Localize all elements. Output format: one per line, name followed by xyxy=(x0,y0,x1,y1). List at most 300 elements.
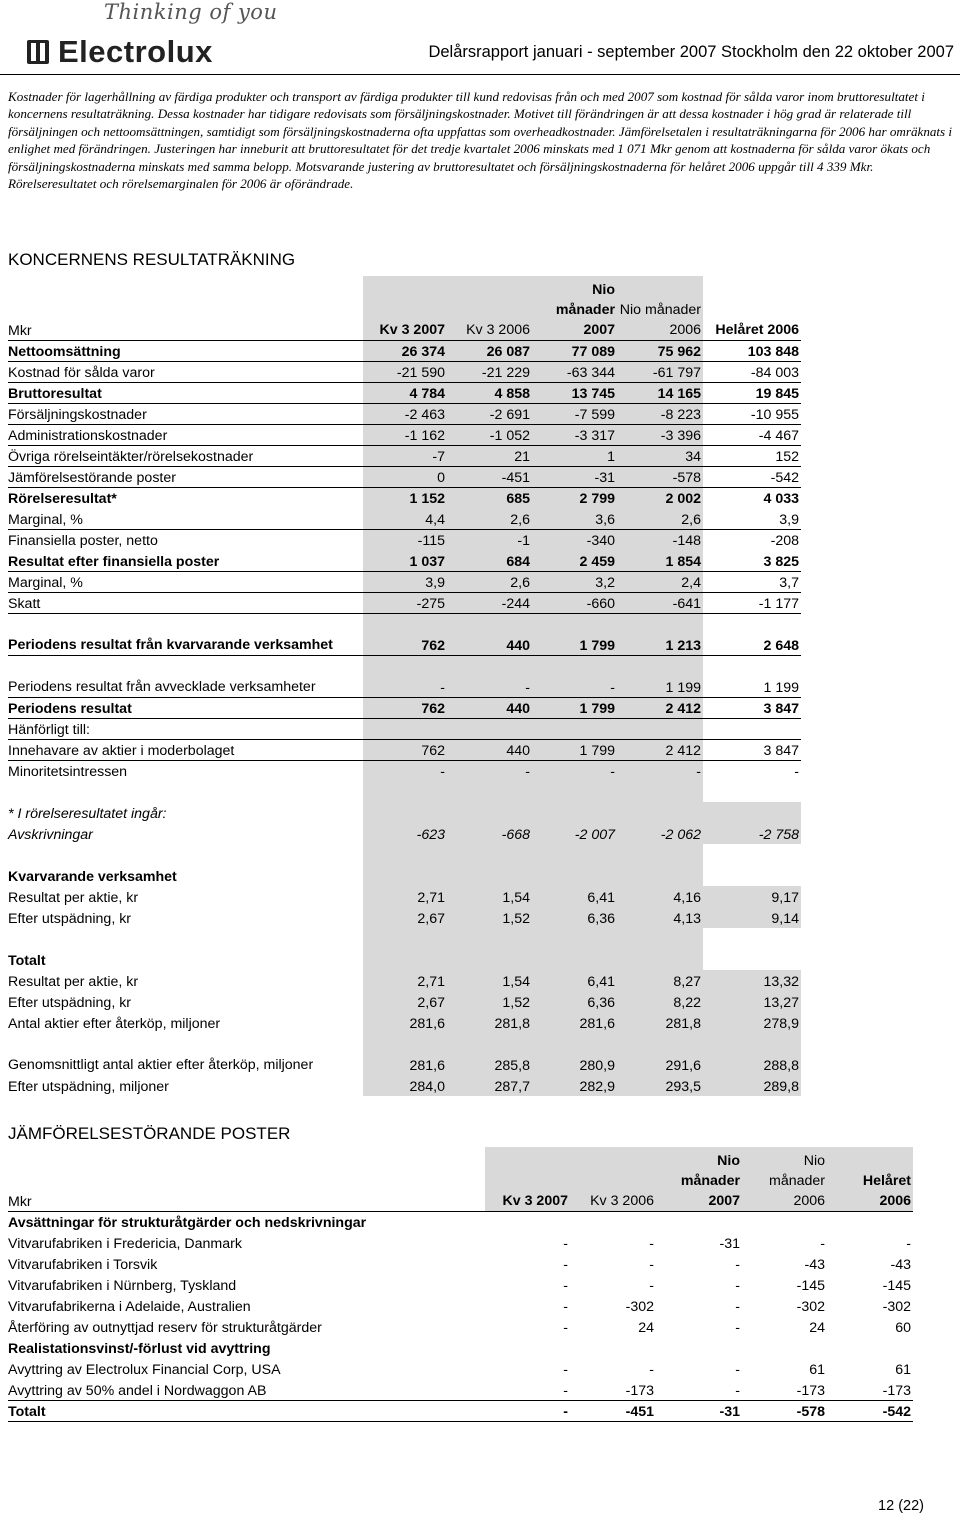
row-value: -2 007 xyxy=(532,823,617,844)
empty-cell xyxy=(485,1337,570,1358)
row-value: - xyxy=(563,1299,568,1315)
table-row xyxy=(8,1295,913,1316)
row-value: -173 xyxy=(882,1382,911,1399)
row-value: 6,36 xyxy=(532,991,617,1012)
table-row xyxy=(8,1075,801,1096)
table-total-row xyxy=(8,1400,913,1421)
row-value: 75 962 xyxy=(617,340,703,361)
row-value: -302 xyxy=(882,1299,911,1315)
total-value: -31 xyxy=(656,1400,742,1421)
empty-cell xyxy=(447,865,532,886)
row-value: 1 xyxy=(532,445,617,466)
row-label: Efter utspädning, kr xyxy=(8,911,132,927)
row-value: 1 037 xyxy=(363,550,447,571)
empty-cell xyxy=(532,802,617,823)
table-header-row xyxy=(8,1147,913,1211)
table-row xyxy=(8,403,801,424)
row-value: 1 213 xyxy=(617,613,703,655)
row-value: 21 xyxy=(447,445,532,466)
empty-cell xyxy=(703,865,801,886)
row-value: 281,6 xyxy=(363,1012,447,1033)
empty-cell xyxy=(447,949,532,970)
report-title: Delårsrapport januari - september 2007 Stockholm den 22 oktober 2007 xyxy=(428,43,954,61)
row-label: Marginal, % xyxy=(8,511,83,528)
row-label: Avyttring av Electrolux Financial Corp, USA xyxy=(8,1362,281,1378)
row-value: 4 784 xyxy=(363,382,447,403)
row-label: Efter utspädning, miljoner xyxy=(8,1079,169,1095)
row-value: -173 xyxy=(625,1382,654,1399)
row-value: -623 xyxy=(363,823,447,844)
row-value xyxy=(447,718,532,739)
row-value: 60 xyxy=(895,1320,911,1336)
section-label: Totalt xyxy=(8,953,46,969)
empty-cell xyxy=(617,865,703,886)
table-row xyxy=(8,613,801,655)
table-row xyxy=(8,382,801,403)
row-value: -7 xyxy=(363,445,447,466)
row-label: Marginal, % xyxy=(8,571,363,592)
row-value xyxy=(703,718,801,739)
table-row xyxy=(8,550,801,571)
section-label: Avsättningar för strukturåtgärder och nedskrivningar xyxy=(8,1215,367,1231)
row-value: - xyxy=(447,655,532,697)
spacer-cell xyxy=(532,844,617,865)
row-value: 2 412 xyxy=(617,739,703,760)
table-row xyxy=(8,466,801,487)
row-value: -668 xyxy=(447,823,532,844)
row-value: 8,27 xyxy=(617,970,703,991)
row-value: 1 152 xyxy=(363,487,447,508)
row-value: 14 165 xyxy=(617,382,703,403)
row-value: 1,54 xyxy=(447,970,532,991)
empty-cell xyxy=(656,1211,742,1232)
spacer-cell xyxy=(703,844,801,865)
row-label: Vitvarufabriken i Fredericia, Danmark xyxy=(8,1236,242,1252)
row-value: -43 xyxy=(890,1257,911,1273)
table-row xyxy=(8,529,801,550)
row-label: Minoritetsintressen xyxy=(8,760,363,781)
table-row xyxy=(8,907,801,928)
empty-cell xyxy=(532,865,617,886)
row-value: 284,0 xyxy=(363,1075,447,1096)
row-value: 4,13 xyxy=(617,907,703,928)
row-value: 77 089 xyxy=(532,340,617,361)
table-row xyxy=(8,571,801,592)
row-value: - xyxy=(906,1236,911,1252)
table-row xyxy=(8,739,801,760)
spacer-cell xyxy=(363,781,447,802)
total-value: - xyxy=(485,1400,570,1421)
footnote-row xyxy=(8,802,801,823)
spacer-row xyxy=(8,928,801,949)
row-value: 2,71 xyxy=(363,970,447,991)
row-value: 684 xyxy=(447,550,532,571)
row-value: 440 xyxy=(447,739,532,760)
total-label: Totalt xyxy=(8,1400,485,1421)
row-label: Skatt xyxy=(8,592,363,613)
row-value: 34 xyxy=(617,445,703,466)
spacer-cell xyxy=(447,928,532,949)
row-value: 1 199 xyxy=(703,655,801,697)
row-value: - xyxy=(363,760,447,781)
empty-cell xyxy=(617,802,703,823)
row-value: -1 177 xyxy=(703,592,801,613)
row-label: Efter utspädning, kr xyxy=(8,995,132,1011)
row-value: - xyxy=(735,1278,740,1294)
empty-cell xyxy=(703,949,801,970)
row-label: Avskrivningar xyxy=(8,827,93,843)
row-value: 3 847 xyxy=(703,739,801,760)
row-label: Jämförelsestörande poster xyxy=(8,466,363,487)
row-label: Vitvarufabriken i Nürnberg, Tyskland xyxy=(8,1278,237,1294)
table-row xyxy=(8,340,801,361)
row-value: 440 xyxy=(447,613,532,655)
row-value: -10 955 xyxy=(703,403,801,424)
empty-cell xyxy=(532,949,617,970)
row-value: 3,6 xyxy=(532,508,617,529)
row-value: 293,5 xyxy=(617,1075,703,1096)
empty-cell xyxy=(617,949,703,970)
table-row xyxy=(8,592,801,613)
row-value: -302 xyxy=(625,1299,654,1315)
column-header: Nio månader 2006 xyxy=(617,276,703,340)
column-header: Kv 3 2007 xyxy=(485,1147,570,1211)
row-value: 1 854 xyxy=(617,550,703,571)
row-value: 13,27 xyxy=(703,991,801,1012)
row-value: 288,8 xyxy=(703,1033,801,1075)
empty-cell xyxy=(363,802,447,823)
row-value: 6,41 xyxy=(532,970,617,991)
row-label: Administrationskostnader xyxy=(8,424,363,445)
row-value: 26 374 xyxy=(363,340,447,361)
empty-cell xyxy=(827,1337,913,1358)
row-value: 1,52 xyxy=(447,991,532,1012)
row-value: 289,8 xyxy=(703,1075,801,1096)
row-label: Nettoomsättning xyxy=(8,343,121,360)
table-row xyxy=(8,760,801,781)
row-value: - xyxy=(649,1257,654,1273)
row-value: - xyxy=(649,1236,654,1252)
row-label: Övriga rörelseintäkter/rörelsekostnader xyxy=(8,445,363,466)
empty-cell xyxy=(656,1337,742,1358)
row-label: Rörelseresultat* xyxy=(8,487,363,508)
comparison-items-title: JÄMFÖRELSESTÖRANDE POSTER xyxy=(8,1124,291,1143)
row-label: Resultat efter finansiella poster xyxy=(8,553,220,570)
row-value: -2 463 xyxy=(363,403,447,424)
spacer-cell xyxy=(703,781,801,802)
row-value: 278,9 xyxy=(703,1012,801,1033)
intro-paragraph: Kostnader för lagerhållning av färdiga produkter och transport av färdiga produkter till kund redovisas från och med 2007 som kostnad för sålda varor inom bruttoresultatet i koncernens resultaträkning. Dessa kostnader har tidigare redovisats som försäljningskostnader. Motivet till förändringen är att dessa kostnader i hög grad är relaterade till försäljningen och nettoomsättningen, samtidigt som försäljningskostnaderna ofta uppfattas som overheadkostnader. Jämförelsetalen i resultaträkningarna för 2006 har omräknats i enlighet med förändringen. Justeringen har inneburit att bruttoresultatet för det tredje kvartalet 2006 minskats med 1 071 Mkr genom att kostnaderna för sålda varor ökats och försäljningskostnaderna minskats med samma belopp. Motsvarande justering av bruttoresultatet och försäljningskostnaderna för helåret 2006 uppgår till 4 339 Mkr. Rörelseresultatet och rörelsemarginalen för 2006 är oförändrade. xyxy=(8,89,953,192)
row-value: -148 xyxy=(617,529,703,550)
row-value: -8 223 xyxy=(617,403,703,424)
row-value: 281,8 xyxy=(617,1012,703,1033)
row-value: 2,67 xyxy=(363,907,447,928)
row-value: 1 799 xyxy=(532,739,617,760)
row-value: -145 xyxy=(796,1278,825,1294)
row-value: -578 xyxy=(617,466,703,487)
header-divider xyxy=(0,74,960,75)
row-value: - xyxy=(735,1382,740,1399)
row-value: 13,32 xyxy=(703,970,801,991)
row-value: -542 xyxy=(703,466,801,487)
row-label: Innehavare av aktier i moderbolaget xyxy=(8,739,363,760)
column-header: Helåret 2006 xyxy=(827,1147,913,1211)
spacer-cell xyxy=(532,928,617,949)
table-row xyxy=(8,886,801,907)
row-value xyxy=(617,718,703,739)
row-label: Kostnad för sålda varor xyxy=(8,361,363,382)
column-header-unit: Mkr xyxy=(8,1147,485,1211)
row-value: 19 845 xyxy=(703,382,801,403)
row-value: 281,8 xyxy=(447,1012,532,1033)
row-value: 2,71 xyxy=(363,886,447,907)
row-value: 152 xyxy=(703,445,801,466)
row-label: Finansiella poster, netto xyxy=(8,529,363,550)
row-value: - xyxy=(735,1257,740,1273)
row-label: Periodens resultat från avvecklade verksamheter xyxy=(8,655,363,697)
row-value: -244 xyxy=(447,592,532,613)
row-value: 24 xyxy=(809,1320,825,1336)
row-label: Periodens resultat xyxy=(8,697,363,718)
row-value: -3 317 xyxy=(532,424,617,445)
table-row xyxy=(8,718,801,739)
row-label: Antal aktier efter återköp, miljoner xyxy=(8,1016,221,1032)
row-value: - xyxy=(563,1382,568,1399)
table-row xyxy=(8,1316,913,1337)
section-row xyxy=(8,1211,913,1232)
row-value: -275 xyxy=(363,592,447,613)
row-value: 8,22 xyxy=(617,991,703,1012)
table-row xyxy=(8,991,801,1012)
income-statement-title: KONCERNENS RESULTATRÄKNING xyxy=(8,250,296,269)
total-value: -451 xyxy=(570,1400,656,1421)
row-value: -1 162 xyxy=(363,424,447,445)
row-value: - xyxy=(703,760,801,781)
row-value: 685 xyxy=(447,487,532,508)
row-value: 4,16 xyxy=(617,886,703,907)
row-value: -340 xyxy=(532,529,617,550)
row-value: - xyxy=(447,760,532,781)
row-value: -84 003 xyxy=(703,361,801,382)
row-value: -451 xyxy=(447,466,532,487)
table-row xyxy=(8,1358,913,1379)
empty-cell xyxy=(570,1211,656,1232)
row-value: -31 xyxy=(719,1236,740,1252)
spacer-cell xyxy=(617,928,703,949)
row-value: 26 087 xyxy=(447,340,532,361)
empty-cell xyxy=(703,802,801,823)
row-value xyxy=(363,718,447,739)
row-value: 2 412 xyxy=(617,697,703,718)
spacer-cell xyxy=(532,781,617,802)
spacer-cell xyxy=(703,928,801,949)
row-label: Resultat per aktie, kr xyxy=(8,890,139,906)
table-header-row xyxy=(8,276,801,340)
row-value: 9,17 xyxy=(703,886,801,907)
section-label: Kvarvarande verksamhet xyxy=(8,869,177,885)
row-value: 2 002 xyxy=(617,487,703,508)
row-value: - xyxy=(563,1278,568,1294)
row-value: 2,6 xyxy=(447,571,532,592)
row-value: 762 xyxy=(363,739,447,760)
row-value: 1,52 xyxy=(447,907,532,928)
spacer-cell xyxy=(447,844,532,865)
row-value: - xyxy=(563,1320,568,1336)
column-header: Nio månader 2006 xyxy=(742,1147,827,1211)
row-value: -2 062 xyxy=(617,823,703,844)
table-row xyxy=(8,655,801,697)
empty-cell xyxy=(485,1211,570,1232)
row-value: 3,9 xyxy=(363,571,447,592)
table-row xyxy=(8,424,801,445)
row-value: -660 xyxy=(532,592,617,613)
table-row xyxy=(8,1379,913,1400)
row-value: - xyxy=(735,1299,740,1315)
row-value: - xyxy=(532,655,617,697)
column-header-unit: Mkr xyxy=(8,276,363,340)
spacer-cell xyxy=(363,928,447,949)
row-value: 1 799 xyxy=(532,697,617,718)
footnote-label: * I rörelseresultatet ingår: xyxy=(8,806,167,822)
empty-cell xyxy=(363,949,447,970)
row-value: -61 797 xyxy=(617,361,703,382)
row-label: Genomsnittligt antal aktier efter återköp, miljoner xyxy=(8,1057,314,1073)
row-value: 280,9 xyxy=(532,1033,617,1075)
row-value: 281,6 xyxy=(363,1033,447,1075)
row-value: - xyxy=(563,1257,568,1273)
table-row xyxy=(8,361,801,382)
row-value: -1 xyxy=(447,529,532,550)
row-value: -641 xyxy=(617,592,703,613)
row-value: 1 799 xyxy=(532,613,617,655)
spacer-cell xyxy=(363,844,447,865)
empty-cell xyxy=(447,802,532,823)
row-value: - xyxy=(532,760,617,781)
section-row xyxy=(8,1337,913,1358)
row-value: -2 758 xyxy=(703,823,801,844)
table-row xyxy=(8,1232,913,1253)
row-value: 2,6 xyxy=(447,508,532,529)
table-row xyxy=(8,487,801,508)
row-value: -208 xyxy=(703,529,801,550)
row-label: Avyttring av 50% andel i Nordwaggon AB xyxy=(8,1382,267,1399)
row-label: Vitvarufabriken i Torsvik xyxy=(8,1257,158,1273)
row-value: 282,9 xyxy=(532,1075,617,1096)
spacer-cell xyxy=(617,844,703,865)
row-value: -21 590 xyxy=(363,361,447,382)
row-value: 2 799 xyxy=(532,487,617,508)
row-value: 61 xyxy=(895,1362,911,1378)
table-row xyxy=(8,1033,801,1075)
row-value: 285,8 xyxy=(447,1033,532,1075)
brand-logo: Electrolux xyxy=(58,34,213,69)
column-header: Nio månader 2007 xyxy=(532,276,617,340)
row-value: -4 467 xyxy=(703,424,801,445)
row-value: -145 xyxy=(882,1278,911,1294)
row-value: -1 052 xyxy=(447,424,532,445)
row-value: 4 858 xyxy=(447,382,532,403)
row-label: Försäljningskostnader xyxy=(8,403,363,424)
row-value: 3 847 xyxy=(703,697,801,718)
spacer-row xyxy=(8,844,801,865)
spacer-cell xyxy=(8,781,363,802)
table-row xyxy=(8,970,801,991)
row-value: - xyxy=(649,1278,654,1294)
total-value: -542 xyxy=(827,1400,913,1421)
row-value: - xyxy=(735,1320,740,1336)
row-value: -43 xyxy=(804,1257,825,1273)
row-label: Resultat per aktie, kr xyxy=(8,974,139,990)
section-row xyxy=(8,865,801,886)
row-value: 2,6 xyxy=(617,508,703,529)
comparison-items-table xyxy=(8,1147,913,1422)
row-value: 24 xyxy=(638,1320,654,1336)
table-row xyxy=(8,1012,801,1033)
brand-tagline: Thinking of you xyxy=(104,0,278,24)
row-value xyxy=(532,718,617,739)
row-value: 3,2 xyxy=(532,571,617,592)
row-label: Återföring av outnyttjad reserv för strukturåtgärder xyxy=(8,1320,322,1336)
section-row xyxy=(8,949,801,970)
row-value: - xyxy=(363,655,447,697)
row-value: 61 xyxy=(809,1362,825,1378)
electrolux-logo-icon xyxy=(27,40,49,64)
row-label: Vitvarufabrikerna i Adelaide, Australien xyxy=(8,1299,251,1315)
row-label: Hänförligt till: xyxy=(8,718,363,739)
row-value: 3 825 xyxy=(763,553,799,570)
total-value: -578 xyxy=(742,1400,827,1421)
column-header: Helåret 2006 xyxy=(703,276,801,340)
empty-cell xyxy=(742,1337,827,1358)
row-value: - xyxy=(820,1236,825,1252)
row-value: 4,4 xyxy=(363,508,447,529)
table-row xyxy=(8,697,801,718)
row-value: -3 396 xyxy=(617,424,703,445)
row-value: 103 848 xyxy=(747,343,799,360)
row-value: 6,41 xyxy=(532,886,617,907)
row-value: -2 691 xyxy=(447,403,532,424)
row-value: 1 199 xyxy=(617,655,703,697)
spacer-cell xyxy=(617,781,703,802)
row-label: Bruttoresultat xyxy=(8,382,363,403)
row-value: 2 648 xyxy=(703,613,801,655)
row-value: -7 599 xyxy=(532,403,617,424)
table-row xyxy=(8,445,801,466)
table-row xyxy=(8,823,801,844)
row-label: Periodens resultat från kvarvarande verksamhet xyxy=(8,613,363,655)
row-value: 13 745 xyxy=(532,382,617,403)
column-header: Kv 3 2006 xyxy=(570,1147,656,1211)
row-value: 4 033 xyxy=(703,487,801,508)
row-value: 2 459 xyxy=(532,550,617,571)
empty-cell xyxy=(570,1337,656,1358)
row-value: 291,6 xyxy=(617,1033,703,1075)
row-value: 6,36 xyxy=(532,907,617,928)
empty-cell xyxy=(363,865,447,886)
row-value: 287,7 xyxy=(447,1075,532,1096)
row-value: 3,9 xyxy=(779,511,799,528)
spacer-cell xyxy=(8,928,363,949)
table-row xyxy=(8,1274,913,1295)
spacer-cell xyxy=(447,781,532,802)
row-value: -302 xyxy=(796,1299,825,1315)
section-label: Realistationsvinst/-förlust vid avyttring xyxy=(8,1341,271,1357)
table-row xyxy=(8,1253,913,1274)
column-header: Kv 3 2007 xyxy=(363,276,447,340)
row-value: 281,6 xyxy=(532,1012,617,1033)
row-value: - xyxy=(563,1236,568,1252)
row-value: -115 xyxy=(363,529,447,550)
